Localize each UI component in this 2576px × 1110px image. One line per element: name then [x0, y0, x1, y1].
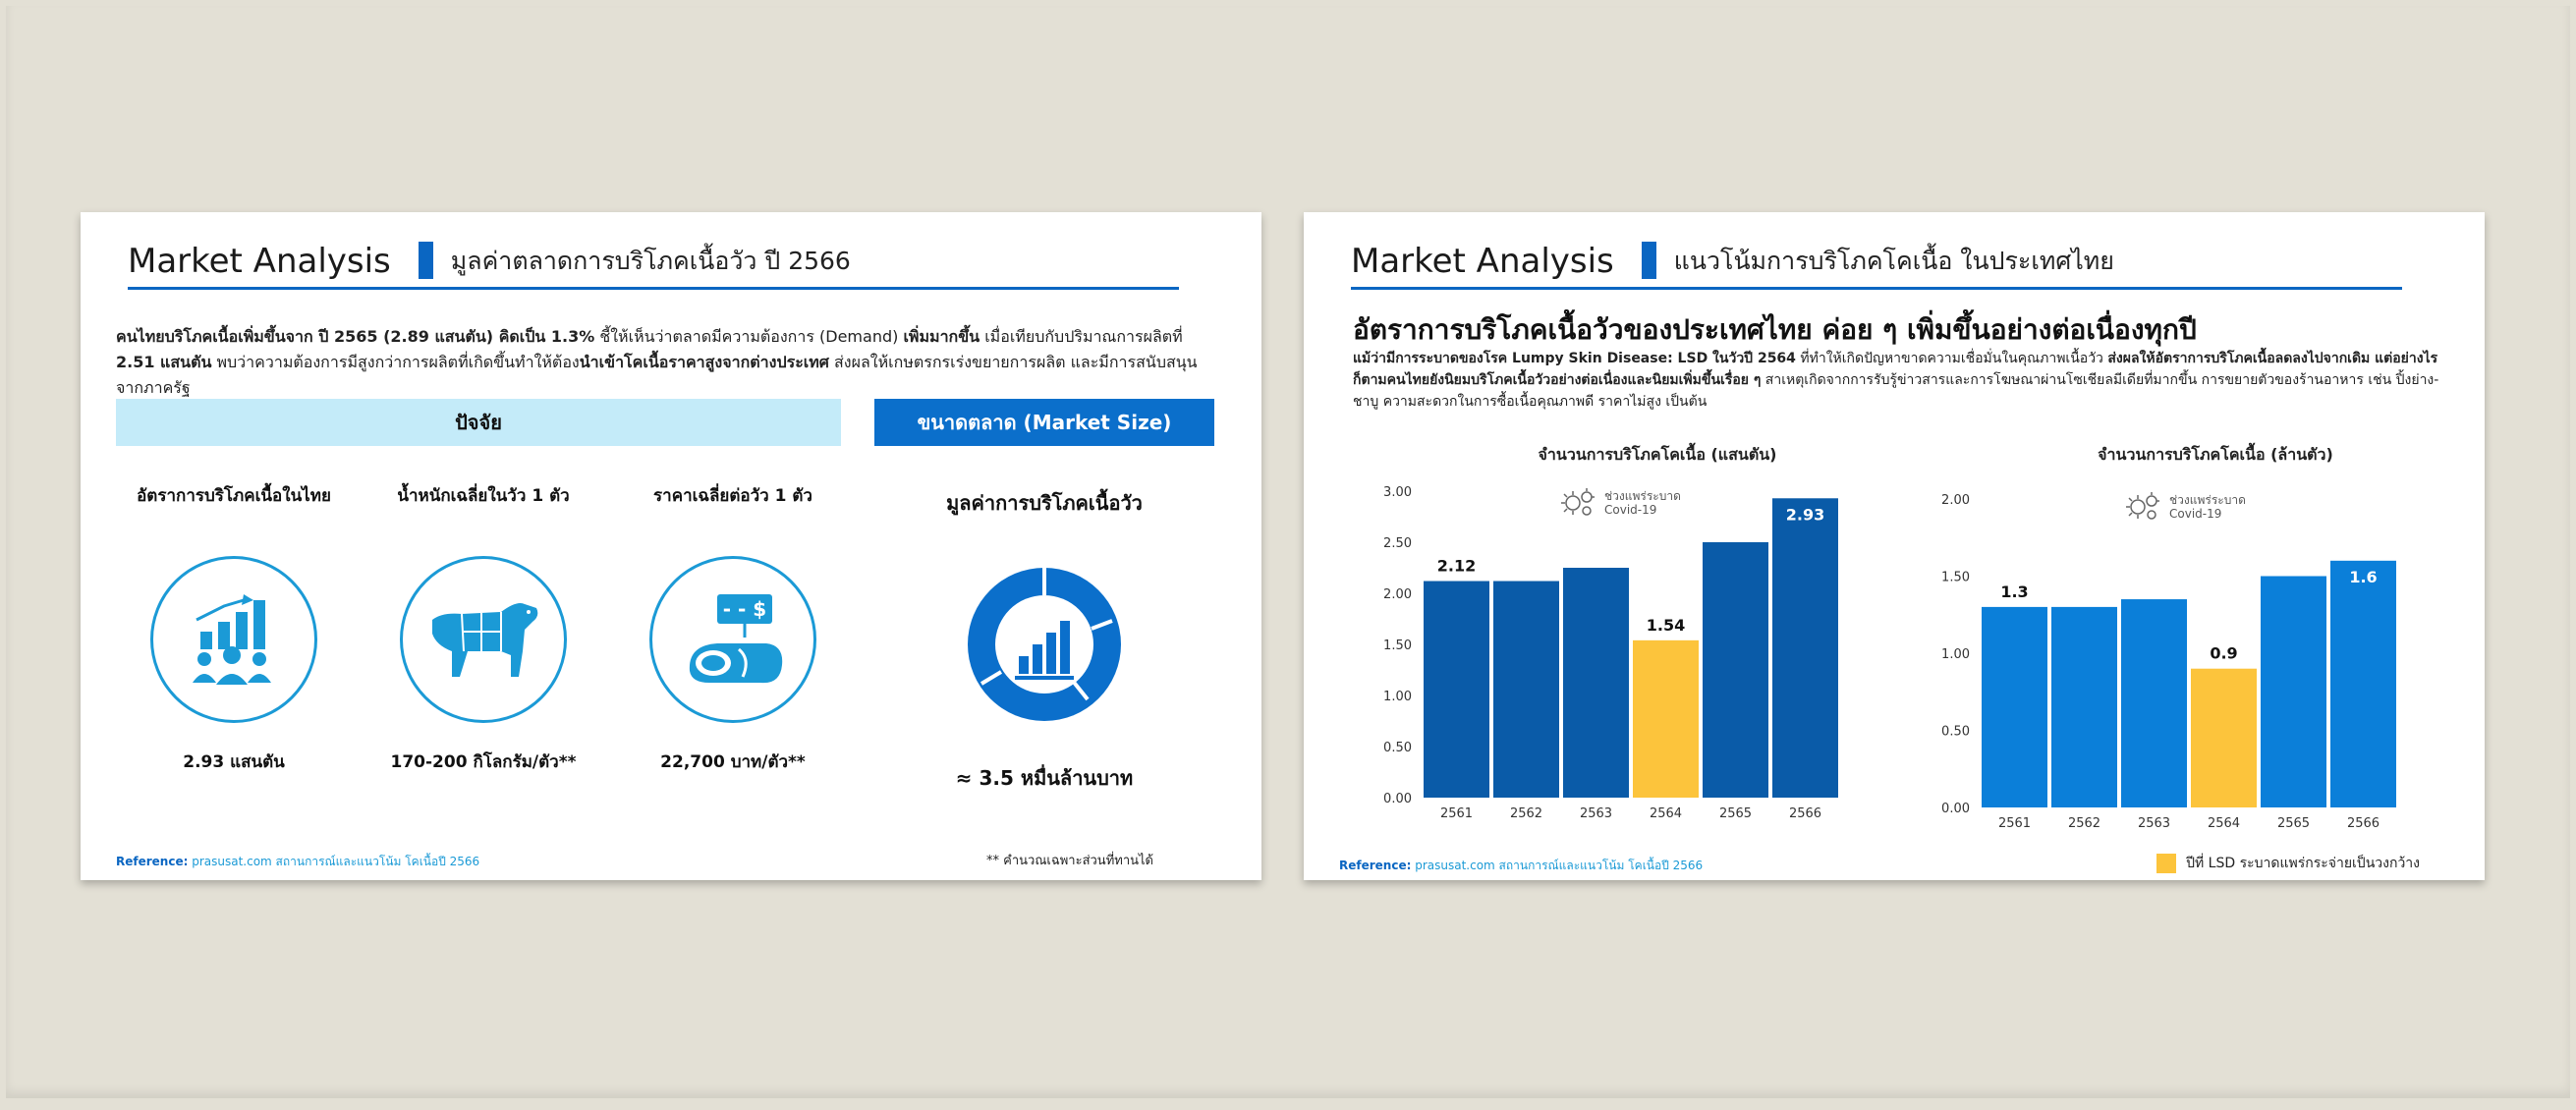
body-text: ที่ทำให้เกิดปัญหาขาดความเชื่อมั่นในคุณภาพเนื้อวัว: [1795, 351, 2108, 366]
factor-icon-circle: [649, 556, 816, 723]
body-bold: แม้ว่ามีการระบาดของโรค Lumpy Skin Disease: LSD ในวัวปี 2564: [1353, 351, 1796, 366]
body-paragraph: [1353, 348, 2443, 413]
legend-swatch: [2156, 854, 2176, 873]
header-rule: [1351, 287, 2402, 290]
y-tick-label: 1.00: [1383, 690, 1412, 704]
factor-value: 22,700 บาท/ตัว**: [660, 752, 806, 772]
slide-consumption-trend: [1304, 212, 2485, 880]
intro-bold: นำเข้าโคเนื้อราคาสูงจากต่างประเทศ: [579, 353, 829, 371]
virus-icon: [1559, 485, 1598, 521]
bar: [2330, 561, 2396, 807]
chart-title: จำนวนการบริโภคโคเนื้อ (แสนตัน): [1538, 445, 1777, 464]
bar: [1493, 582, 1559, 798]
beef-cuts-icon: [422, 590, 544, 689]
factors-header: ปัจจัย: [116, 399, 841, 446]
x-tick-label: 2562: [1509, 806, 1543, 821]
covid-label-line1: ช่วงแพร่ระบาด: [2169, 493, 2246, 507]
factor-value: 170-200 กิโลกรัม/ตัว**: [390, 752, 577, 772]
covid-label: [1604, 489, 1681, 517]
legend: [2156, 853, 2420, 874]
body-text: สาเหตุเกิดจากการรับรู้ข่าวสารและการโฆษณาผ่านโซเชียลมีเดียที่มากขึ้น การขยายตัวของร้านอาหาร เช่น ปิ้งย่าง-ชาบู ความสะดวกในการซื้อเนื้อคุณภาพดี ราคาไม่สูง เป็นต้น: [1353, 372, 2439, 410]
market-chart-icon: [966, 566, 1123, 723]
slide-header: [1351, 238, 2114, 281]
y-tick-label: 0.00: [1383, 792, 1412, 806]
slide-subtitle: มูลค่าตลาดการบริโภคเนื้อวัว ปี 2566: [450, 247, 851, 275]
chart-tonnes: [1343, 470, 1854, 823]
headline: อัตราการบริโภคเนื้อวัวของประเทศไทย ค่อย ๆ เพิ่มขึ้นอย่างต่อเนื่องทุกปี: [1353, 313, 2197, 346]
covid-annotation: [1559, 485, 1681, 521]
data-label: 2.12: [1436, 556, 1477, 576]
y-tick-label: 1.00: [1941, 647, 1970, 662]
x-tick-label: 2565: [1718, 806, 1753, 821]
intro-bold: คนไทยบริโภคเนื้อเพิ่มขึ้นจาก ปี 2565 (2.89 แสนตัน) คิดเป็น 1.3%: [116, 327, 595, 346]
covid-label-line1: ช่วงแพร่ระบาด: [1604, 489, 1681, 503]
factor-icon-circle: [150, 556, 317, 723]
legend-label: ปีที่ LSD ระบาดแพร่กระจ่ายเป็นวงกว้าง: [2186, 856, 2420, 871]
intro-bold: เพิ่มมากขึ้น: [903, 327, 980, 346]
reference-text: prasusat.com สถานการณ์และแนวโน้ม โคเนื้อปี 2566: [188, 855, 480, 868]
data-label: 1.3: [2000, 582, 2029, 601]
covid-label-line2: Covid-19: [2169, 507, 2222, 521]
x-tick-label: 2562: [2067, 816, 2101, 831]
data-label: 1.54: [1646, 615, 1686, 635]
title-accent-mark: [419, 242, 433, 279]
meat-price-tag-icon: [674, 581, 792, 698]
bar: [1633, 640, 1699, 798]
chart-title: จำนวนการบริโภคโคเนื้อ (ล้านตัว): [2098, 445, 2333, 464]
reference-text: prasusat.com สถานการณ์และแนวโน้ม โคเนื้อปี 2566: [1411, 859, 1704, 872]
bar: [2261, 577, 2326, 808]
data-label: 0.9: [2210, 643, 2238, 663]
y-tick-label: 2.00: [1941, 493, 1970, 508]
slide-market-value: [81, 212, 1261, 880]
x-tick-label: 2566: [2346, 816, 2380, 831]
x-tick-label: 2564: [1649, 806, 1683, 821]
intro-text: ชี้ให้เห็นว่าตลาดมีความต้องการ (Demand): [594, 327, 904, 346]
y-tick-label: 1.50: [1383, 638, 1412, 653]
market-size-header: ขนาดตลาด (Market Size): [874, 399, 1214, 446]
slide-subtitle: แนวโน้มการบริโภคโคเนื้อ ในประเทศไทย: [1673, 247, 2114, 275]
intro-paragraph: [116, 324, 1216, 401]
factor-title: น้ำหนักเฉลี่ยในวัว 1 ตัว: [397, 486, 570, 506]
reference-label: Reference:: [116, 855, 189, 868]
covid-label-line2: Covid-19: [1604, 503, 1657, 517]
x-tick-label: 2566: [1788, 806, 1822, 821]
y-tick-label: 2.50: [1383, 536, 1412, 551]
data-label: 1.6: [2349, 567, 2378, 586]
x-tick-label: 2565: [2276, 816, 2311, 831]
y-tick-label: 0.50: [1941, 724, 1970, 740]
intro-text: พบว่าความต้องการมีสูงกว่าการผลิตที่เกิดขึ้นทำให้ต้อง: [211, 353, 580, 371]
y-tick-label: 1.50: [1941, 570, 1970, 585]
y-tick-label: 0.00: [1941, 802, 1970, 816]
factor-consumption: [116, 482, 352, 775]
bar: [1563, 568, 1629, 798]
market-value: ≈ 3.5 หมื่นล้านบาท: [955, 766, 1134, 790]
intro-text: ส่งผลให้เกษตรกรเร่งขยายการผลิต และมีการสนับสนุนจากภาครัฐ: [116, 353, 1198, 397]
x-tick-label: 2564: [2207, 816, 2241, 831]
covid-label: [2169, 493, 2246, 521]
reference: [116, 853, 479, 871]
intro-text: เมื่อเทียบกับปริมาณการผลิตที่: [980, 327, 1183, 346]
consumption-growth-icon: [175, 581, 293, 698]
y-tick-label: 0.50: [1383, 741, 1412, 755]
header-rule: [128, 287, 1179, 290]
x-tick-label: 2563: [2137, 816, 2171, 831]
market-title: มูลค่าการบริโภคเนื้อวัว: [946, 491, 1143, 515]
slide-header: [128, 238, 851, 281]
y-tick-label: 3.00: [1383, 485, 1412, 500]
data-label: 2.93: [1785, 505, 1825, 525]
footnote: ** คำนวณเฉพาะส่วนที่ทานได้: [986, 854, 1153, 868]
bar: [2191, 669, 2257, 807]
factor-weight: [365, 482, 601, 775]
reference-label: Reference:: [1339, 859, 1412, 872]
slide-title: Market Analysis: [1351, 242, 1614, 281]
bar: [2121, 599, 2187, 807]
slide-title: Market Analysis: [128, 242, 391, 281]
bar: [1982, 607, 2047, 807]
title-accent-mark: [1642, 242, 1656, 279]
intro-bold: 2.51 แสนตัน: [116, 353, 212, 371]
covid-annotation: [2124, 489, 2246, 525]
factor-price: [615, 482, 851, 775]
factor-value: 2.93 แสนตัน: [183, 752, 285, 772]
factor-icon-circle: [400, 556, 567, 723]
svg-text:- - $: - - $: [722, 597, 767, 621]
virus-icon: [2124, 489, 2163, 525]
factor-title: อัตราการบริโภคเนื้อในไทย: [137, 486, 331, 506]
bar: [2051, 607, 2117, 807]
bar: [1772, 498, 1838, 798]
y-tick-label: 2.00: [1383, 587, 1412, 602]
x-tick-label: 2561: [1439, 806, 1474, 821]
bar: [1424, 582, 1489, 798]
bar: [1703, 542, 1768, 798]
market-size-panel: [874, 487, 1214, 794]
x-tick-label: 2563: [1579, 806, 1613, 821]
reference: [1339, 857, 1703, 875]
factor-title: ราคาเฉลี่ยต่อวัว 1 ตัว: [653, 486, 812, 506]
body-bold: ส่งผลให้อัตราการบริโภคเนื้อลดลงไปจากเดิม แต่อย่างไรก็ตามคนไทยยังนิยมบริโภคเนื้อวัวอย่างต่อเนื่องและนิยมเพิ่มขึ้นเรื่อย ๆ: [1353, 351, 2438, 388]
x-tick-label: 2561: [1997, 816, 2032, 831]
